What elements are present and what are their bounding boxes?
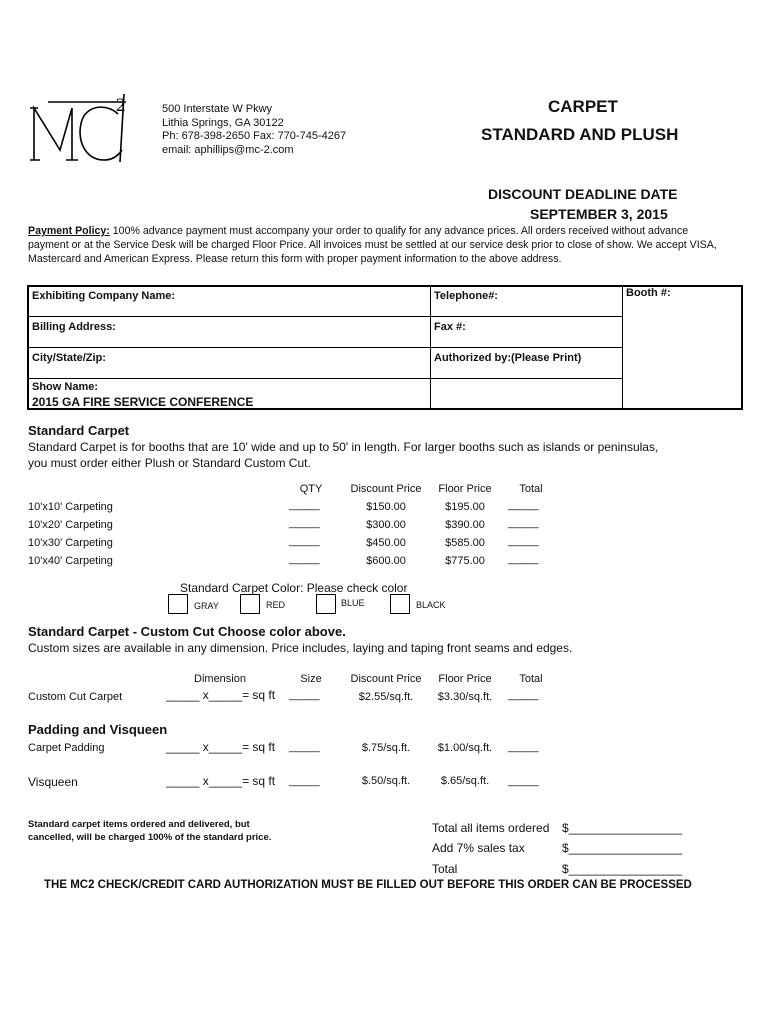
exhibitor-info-table bbox=[27, 285, 743, 410]
sales-tax-input[interactable]: $_________________ bbox=[562, 841, 683, 855]
size-input[interactable]: _____ bbox=[289, 689, 320, 701]
row-label: 10'x10' Carpeting bbox=[28, 501, 113, 513]
black-checkbox[interactable] bbox=[390, 594, 410, 614]
red-label: RED bbox=[266, 600, 286, 610]
gray-label: GRAY bbox=[194, 601, 219, 611]
row-label: 10'x30' Carpeting bbox=[28, 537, 113, 549]
sales-tax-label: Add 7% sales tax bbox=[432, 841, 525, 855]
company-name-field[interactable]: Exhibiting Company Name: bbox=[32, 290, 176, 302]
payment-policy bbox=[28, 224, 728, 266]
row-label: 10'x40' Carpeting bbox=[28, 555, 113, 567]
row-label: 10'x20' Carpeting bbox=[28, 519, 113, 531]
total-input[interactable]: _____ bbox=[508, 553, 539, 565]
total-input[interactable]: _____ bbox=[508, 741, 539, 753]
svg-text:2: 2 bbox=[116, 95, 126, 116]
discount-price: $600.00 bbox=[366, 555, 406, 567]
grand-total-input[interactable]: $_________________ bbox=[562, 862, 683, 876]
standard-carpet-heading: Standard Carpet bbox=[28, 423, 130, 438]
discount-price: $2.55/sq.ft. bbox=[358, 691, 414, 703]
col-size: Size bbox=[300, 673, 322, 685]
standard-carpet-desc-2: you must order either Plush or Standard Custom Cut. bbox=[28, 456, 311, 470]
show-name-value: 2015 GA FIRE SERVICE CONFERENCE bbox=[32, 395, 254, 409]
discount-price: $.50/sq.ft. bbox=[361, 775, 411, 787]
billing-address-field[interactable]: Billing Address: bbox=[32, 321, 116, 333]
col-discount-price: Discount Price bbox=[350, 483, 422, 495]
phone-fax: Ph: 678-398-2650 Fax: 770-745-4267 bbox=[162, 130, 347, 142]
form-title: CARPET bbox=[548, 97, 618, 116]
floor-price: $3.30/sq.ft. bbox=[437, 691, 493, 703]
qty-input[interactable]: _____ bbox=[289, 553, 320, 565]
authorization-notice: THE MC2 CHECK/CREDIT CARD AUTHORIZATION MUST BE FILLED OUT BEFORE THIS ORDER CAN BE PROCESSED bbox=[44, 879, 692, 891]
note-line: cancelled, will be charged 100% of the standard price. bbox=[28, 832, 272, 843]
carpet-padding-label: Carpet Padding bbox=[28, 742, 105, 754]
total-input[interactable]: _____ bbox=[508, 689, 539, 701]
col-qty: QTY bbox=[299, 483, 323, 495]
floor-price: $585.00 bbox=[445, 537, 485, 549]
size-input[interactable]: _____ bbox=[289, 775, 320, 787]
total-input[interactable]: _____ bbox=[508, 517, 539, 529]
email: email: aphillips@mc-2.com bbox=[162, 143, 294, 156]
total-items-label: Total all items ordered bbox=[432, 821, 550, 835]
discount-price: $450.00 bbox=[366, 537, 406, 549]
blue-label: BLUE bbox=[341, 598, 365, 608]
col-floor-price: Floor Price bbox=[438, 673, 492, 685]
floor-price: $775.00 bbox=[445, 555, 485, 567]
booth-field[interactable]: Booth #: bbox=[626, 287, 671, 299]
note-line: Standard carpet items ordered and delivered, but bbox=[28, 819, 250, 830]
floor-price: $195.00 bbox=[445, 501, 485, 513]
policy-label: Payment Policy: bbox=[28, 225, 110, 237]
discount-price: $150.00 bbox=[366, 501, 406, 513]
discount-price: $300.00 bbox=[366, 519, 406, 531]
qty-input[interactable]: _____ bbox=[289, 499, 320, 511]
form-subtitle: STANDARD AND PLUSH bbox=[481, 125, 679, 144]
size-input[interactable]: _____ bbox=[289, 741, 320, 753]
standard-carpet-desc-1: Standard Carpet is for booths that are 10' wide and up to 50' in length. For larger booths such as islands or peninsulas, bbox=[28, 440, 659, 454]
blue-checkbox[interactable] bbox=[316, 594, 336, 614]
policy-text: 100% advance payment must accompany your order to qualify for any advance prices. All orders received without advance payment or at the Service Desk will be charged Floor Price. All invoices must be settled at our service desk prior to close of show. We accept VISA, Mastercard and American Express. Please return this form with proper payment information to the above address. bbox=[28, 225, 717, 265]
col-discount-price: Discount Price bbox=[350, 673, 422, 685]
deadline-label: DISCOUNT DEADLINE DATE bbox=[488, 186, 678, 202]
custom-cut-label: Custom Cut Carpet bbox=[28, 691, 123, 703]
custom-cut-heading: Standard Carpet - Custom Cut Choose color above. bbox=[28, 624, 346, 639]
grand-total-label: Total bbox=[432, 862, 458, 876]
col-floor-price: Floor Price bbox=[438, 483, 492, 495]
dimension-input[interactable]: _____ x_____= sq ft bbox=[166, 740, 276, 754]
black-label: BLACK bbox=[416, 600, 446, 610]
floor-price: $.65/sq.ft. bbox=[440, 775, 490, 787]
dimension-input[interactable]: _____ x_____= sq ft bbox=[166, 688, 276, 702]
mc2-logo bbox=[28, 94, 132, 166]
discount-price: $.75/sq.ft. bbox=[361, 742, 411, 754]
col-total: Total bbox=[519, 483, 543, 495]
red-checkbox[interactable] bbox=[240, 594, 260, 614]
visqueen-label: Visqueen bbox=[28, 775, 78, 789]
color-prompt: Standard Carpet Color: Please check color bbox=[180, 581, 408, 595]
cancellation-note bbox=[28, 818, 271, 844]
authorized-by-field[interactable]: Authorized by:(Please Print) bbox=[434, 352, 582, 364]
padding-heading: Padding and Visqueen bbox=[28, 722, 168, 737]
floor-price: $390.00 bbox=[445, 519, 485, 531]
address-line: Lithia Springs, GA 30122 bbox=[162, 116, 284, 129]
custom-cut-desc: Custom sizes are available in any dimension. Price includes, laying and taping front seams and edges. bbox=[28, 641, 573, 655]
col-total: Total bbox=[519, 673, 543, 685]
address-line: 500 Interstate W Pkwy bbox=[162, 103, 273, 115]
total-input[interactable]: _____ bbox=[508, 775, 539, 787]
dimension-input[interactable]: _____ x_____= sq ft bbox=[166, 774, 276, 788]
floor-price: $1.00/sq.ft. bbox=[437, 742, 493, 754]
company-address bbox=[162, 103, 346, 157]
city-state-zip-field[interactable]: City/State/Zip: bbox=[32, 352, 106, 364]
telephone-field[interactable]: Telephone#: bbox=[434, 290, 498, 302]
gray-checkbox[interactable] bbox=[168, 594, 188, 614]
total-input[interactable]: _____ bbox=[508, 535, 539, 547]
deadline-date: SEPTEMBER 3, 2015 bbox=[530, 206, 668, 222]
qty-input[interactable]: _____ bbox=[289, 517, 320, 529]
qty-input[interactable]: _____ bbox=[289, 535, 320, 547]
col-dimension: Dimension bbox=[194, 673, 246, 685]
show-name-label: Show Name: bbox=[32, 381, 99, 393]
fax-field[interactable]: Fax #: bbox=[434, 321, 466, 333]
total-items-input[interactable]: $_________________ bbox=[562, 821, 683, 835]
total-input[interactable]: _____ bbox=[508, 499, 539, 511]
